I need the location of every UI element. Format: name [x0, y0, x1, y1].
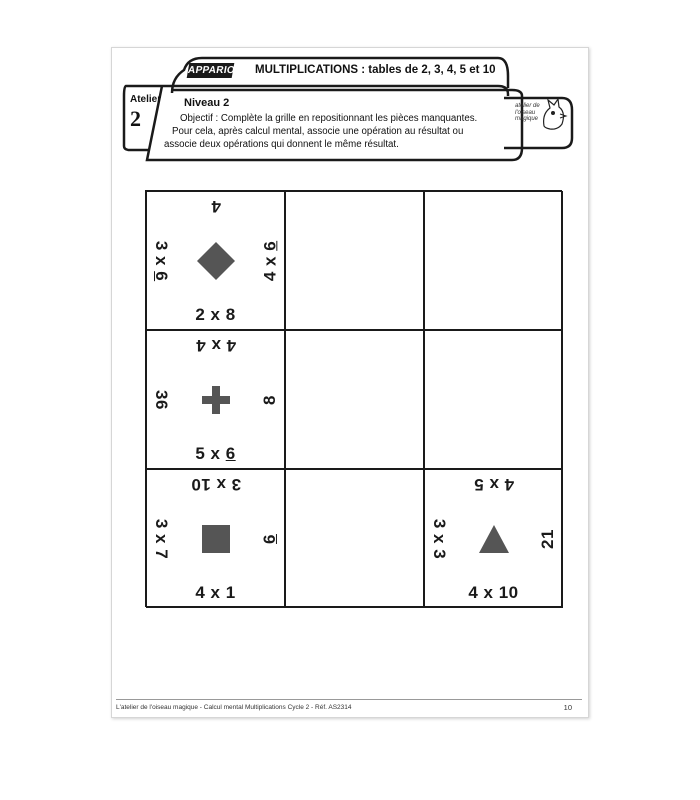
worksheet-title: MULTIPLICATIONS : tables de 2, 3, 4, 5 et 10: [255, 64, 496, 76]
cell-top-label: 3 x 10: [190, 475, 241, 494]
underlined-digit: 6: [260, 533, 279, 544]
niveau-label: Niveau 2: [184, 97, 230, 109]
objective-line-3: associe deux opérations qui donnent le même résultat.: [164, 139, 399, 150]
cell-bottom-label: 2 x 8: [195, 305, 236, 324]
worksheet-page: [111, 47, 589, 718]
footer-text: L'atelier de l'oiseau magique - Calcul mental Multiplications Cycle 2 - Réf. AS2314: [116, 704, 352, 711]
atelier-number: 2: [130, 106, 141, 131]
bird-caption: atelier de l'oiseau magique: [515, 103, 540, 122]
footer-divider: [116, 699, 582, 700]
underlined-digit: 6: [152, 270, 171, 281]
page-number: 10: [563, 703, 572, 712]
square-icon: [202, 525, 230, 553]
cell-right-label: [260, 534, 280, 544]
triangle-icon: [479, 525, 509, 553]
cell-left-label: 3 x 6: [152, 240, 171, 281]
diamond-icon: [196, 241, 236, 281]
cell-left-label: 3 x 7: [152, 518, 171, 559]
bird-logo-icon: [540, 96, 568, 132]
atelier-label: Atelier: [130, 94, 162, 105]
grid-cell-r3c2[interactable]: [285, 469, 424, 608]
grid-cell-r2c2[interactable]: [285, 330, 424, 469]
grid-cell-r3c3[interactable]: [424, 469, 563, 608]
puzzle-grid: [145, 190, 562, 607]
grid-cell-r2c1[interactable]: [146, 330, 285, 469]
cell-right-label: 21: [538, 528, 557, 549]
underlined-digit: 6: [225, 444, 236, 463]
cell-bottom-label: 4 x 10: [468, 583, 519, 602]
objective-line-1: Objectif : Complète la grille en repositionnant les pièces manquantes.: [180, 113, 478, 124]
cell-bottom-label: 4 x 1: [195, 583, 236, 602]
grid-cell-r1c3[interactable]: [424, 191, 563, 330]
objective-text: [164, 112, 504, 151]
cell-bottom-label: 5 x 6: [195, 444, 236, 463]
underlined-digit: 6: [260, 240, 279, 251]
cell-top-label: 4 x 4: [195, 336, 236, 355]
grid-cell-r1c1[interactable]: [146, 191, 285, 330]
appario-logo: APPARIO: [187, 65, 236, 76]
grid-cell-r1c2[interactable]: [285, 191, 424, 330]
grid-cell-r3c1[interactable]: [146, 469, 285, 608]
cell-left-label: 3 x 3: [430, 518, 449, 559]
grid-cell-r2c3[interactable]: [424, 330, 563, 469]
cross-icon: [202, 386, 230, 414]
cell-right-label: 8: [260, 394, 279, 405]
cell-top-label: 4: [210, 197, 221, 216]
cell-right-label: 4 x 6: [260, 240, 279, 281]
cell-top-label: 4 x 5: [473, 475, 514, 494]
cell-left-label: 36: [152, 389, 171, 410]
objective-line-2: Pour cela, après calcul mental, associe une opération au résultat ou: [172, 126, 464, 137]
